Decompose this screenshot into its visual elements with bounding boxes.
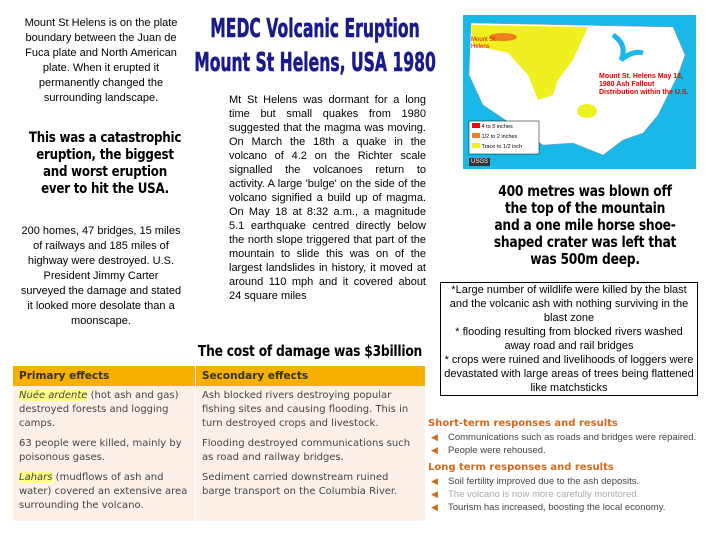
header-secondary: Secondary effects xyxy=(196,366,426,386)
list-item: ◀ Communications such as roads and bridges were repaired. xyxy=(431,432,697,443)
table-row xyxy=(13,468,425,521)
headline-text: This was a catastrophic eruption, the biggest and worst eruption ever to hit the USA. xyxy=(28,130,182,197)
intro-text: Mount St Helens is on the plate boundary between the Juan de Fuca plate and North American plate. When it erupted it permanently changed the surrounding landscape. xyxy=(24,17,178,104)
long-term-heading: Long term responses and results xyxy=(428,462,614,473)
legend-swatch xyxy=(472,123,480,128)
usgs-logo: USGS xyxy=(471,159,489,165)
bullet-icon: ◀ xyxy=(431,489,438,499)
legend-item: Trace to 1/2 inch xyxy=(481,144,523,150)
table-row xyxy=(13,386,425,434)
primary-cell: (hot ash and gas) destroyed forests and logging camps. xyxy=(19,390,179,429)
secondary-cell: Flooding destroyed communications such as road and railway bridges. xyxy=(196,434,426,468)
cost-text: The cost of damage was $3billion xyxy=(197,342,423,360)
header-primary: Primary effects xyxy=(13,366,196,386)
list-item: ◀ Soil fertility improved due to the ash deposits. xyxy=(431,476,640,487)
secondary-cell: Sediment carried downstream ruined barge transport on the Columbia River. xyxy=(196,468,426,521)
legend-item: 4 to 5 inches xyxy=(481,124,513,130)
bullet-icon: ◀ xyxy=(431,502,438,512)
legend-swatch xyxy=(472,133,480,138)
damage-text: 200 homes, 47 bridges, 15 miles of railways and 185 miles of highway were destroyed. U.S. President Jimmy Carter surveyed the damage and stated it looked more desolate than a moonscape. xyxy=(20,225,182,327)
term-highlight: Lahars xyxy=(19,472,53,483)
bullet-icon: ◀ xyxy=(431,445,438,455)
ash-fallout-map xyxy=(463,15,696,169)
primary-cell: (mudflows of ash and water) covered an extensive area surrounding the volcano. xyxy=(19,472,188,511)
bullet-icon: ◀ xyxy=(431,476,438,486)
responses-section xyxy=(428,416,718,514)
cause-paragraph: Mt St Helens was dormant for a long time but small quakes from 1980 suggested that the magma was moving. On March the 18th a quake in the volcano of 4.2 on the Richter scale signalled the volcanoes return to activity. A large 'bulge' on the side of the volcano signified a build up of magma. On May 18 at 8:32 a.m., a magnitude 5.1 earthquake centred directly below the north slope triggered that part of the mountain to slide this was on of the largest landslides in history, it moved at around 110 mph and it covered about 24 square miles xyxy=(229,94,426,302)
legend-swatch xyxy=(472,143,480,148)
bullet-icon: ◀ xyxy=(431,432,438,442)
table-row xyxy=(13,434,425,468)
map-legend xyxy=(472,122,522,152)
short-term-heading: Short-term responses and results xyxy=(428,418,618,429)
volcano-label: Mount St. Helens xyxy=(471,37,497,50)
impacts-box: *Large number of wildlife were killed by the blast and the volcanic ash with nothing surviving in the blast zone * flooding resulting from blocked rivers washed away road and rail bridges * crops were ruined and livelihoods of loggers were devastated with large areas of trees being flattened like matchsticks xyxy=(440,282,698,396)
list-item: ◀ People were rehoused. xyxy=(431,445,546,456)
list-item: ◀ Tourism has increased, boosting the local economy. xyxy=(431,502,666,513)
title-line2: Mount St Helens, USA 1980 xyxy=(194,48,436,78)
primary-cell: 63 people were killed, mainly by poisonous gases. xyxy=(19,438,182,463)
list-item: ◀ The volcano is now more carefully monitored. xyxy=(431,489,640,500)
map-caption: Mount St. Helens May 18, 1980 Ash Fallout Distribution within the U.S. xyxy=(599,73,689,96)
term-highlight: Nuée ardente xyxy=(19,390,88,401)
title-line1: MEDC Volcanic Eruption xyxy=(210,14,420,44)
legend-item: 1/2 to 2 inches xyxy=(481,134,518,140)
effects-table xyxy=(13,366,425,521)
secondary-cell: Ash blocked rivers destroying popular fishing sites and causing flooding. This in turn destroyed crops and livestock. xyxy=(196,386,426,434)
crater-text: 400 metres was blown off the top of the mountain and a one mile horse shoe-shaped crater was left that was 500m deep. xyxy=(493,182,677,268)
